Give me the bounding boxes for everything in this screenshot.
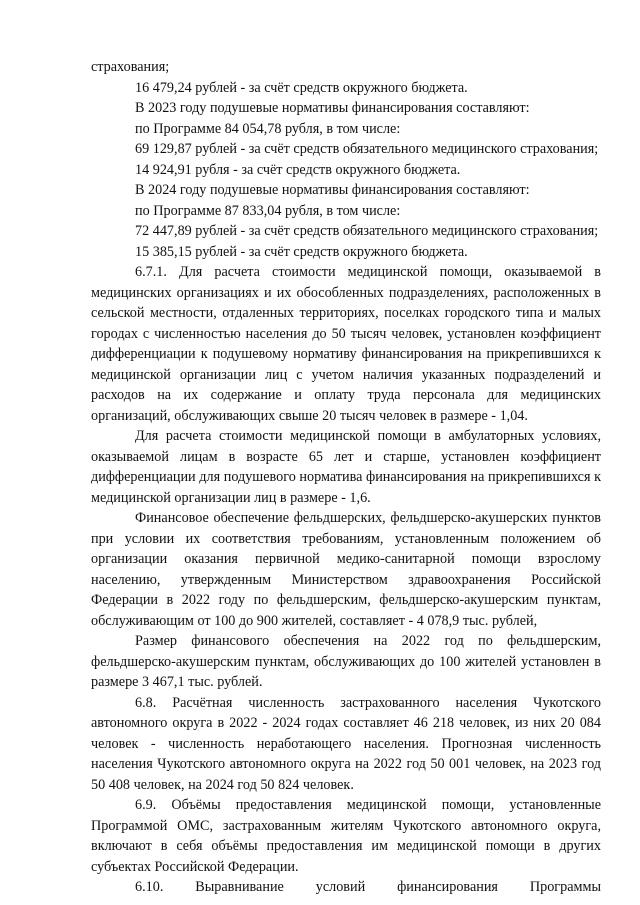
document-page [91, 57, 601, 898]
paragraph-5: 69 129,87 рублей - за счёт средств обязательного медицинского страхования; [135, 141, 599, 157]
paragraph-1: страхования; [91, 59, 170, 75]
paragraph-16: 6.9. Объёмы предоставления медицинской помощи, установленные Программой ОМС, застрахованным жителям Чукотского автономного округа, включают в себя объёмы предоставления им медицинской помощи в других субъектах Российской Федерации. [91, 797, 601, 875]
paragraph-2: 16 479,24 рублей - за счёт средств окружного бюджета. [135, 79, 468, 96]
paragraph-7: В 2024 году подушевые нормативы финансирования составляют: [135, 182, 530, 198]
paragraph-9: 72 447,89 рублей - за счёт средств обязательного медицинского страхования; [135, 223, 599, 239]
paragraph-14: Размер финансового обеспечения на 2022 год по фельдшерским, фельдшерско-акушерским пунктам, обслуживающих до 100 жителей установлен в размере 3 467,1 тыс. рублей. [91, 633, 601, 690]
paragraph-8: по Программе 87 833,04 рубля, в том числе: [135, 202, 401, 219]
paragraph-11: 6.7.1. Для расчета стоимости медицинской помощи, оказываемой в медицинских организациях и их обособленных подразделениях, расположенных в сельской местности, отдаленных территориях, поселках городского типа и малых городах с численностью населения до 50 тысяч человек, установлен коэффициент дифференциации к подушевому нормативу финансирования на прикрепившихся к медицинской организации лиц с учетом наличия указанных подразделений и расходов на их содержание и оплату труда персонала для медицинских организаций, обслуживающих свыше 20 тысяч человек в размере - 1,04. [91, 264, 601, 424]
paragraph-13: Финансовое обеспечение фельдшерских, фельдшерско-акушерских пунктов при условии их соответствия требованиям, установленным положением об организации оказания первичной медико-санитарной помощи взрослому населению, утвержденным Министерством здравоохранения Российской Федерации в 2022 году по фельдшерским, фельдшерско-акушерским пунктам, обслуживающим от 100 до 900 жителей, составляет - 4 078,9 тыс. рублей, [91, 510, 601, 629]
paragraph-17: 6.10. Выравнивание условий финансирования Программы [135, 879, 601, 895]
paragraph-12: Для расчета стоимости медицинской помощи в амбулаторных условиях, оказываемой лицам в возрасте 65 лет и старше, установлен коэффициент дифференциации для подушевого норматива финансирования на прикрепившихся к медицинской организации лиц в размере - 1,6. [91, 428, 601, 506]
paragraph-15: 6.8. Расчётная численность застрахованного населения Чукотского автономного округа в 2022 - 2024 годах составляет 46 218 человек, из них 20 084 человек - численность неработающего населения. Прогнозная численность населения Чукотского автономного округа на 2022 год 50 001 человек, на 2023 год 50 408 человек, на 2024 год 50 824 человек. [91, 694, 601, 793]
paragraph-6: 14 924,91 рубля - за счёт средств окружного бюджета. [135, 161, 461, 178]
paragraph-10: 15 385,15 рублей - за счёт средств окружного бюджета. [135, 243, 468, 260]
paragraph-3: В 2023 году подушевые нормативы финансирования составляют: [135, 100, 530, 116]
paragraph-4: по Программе 84 054,78 рубля, в том числе: [135, 120, 401, 137]
